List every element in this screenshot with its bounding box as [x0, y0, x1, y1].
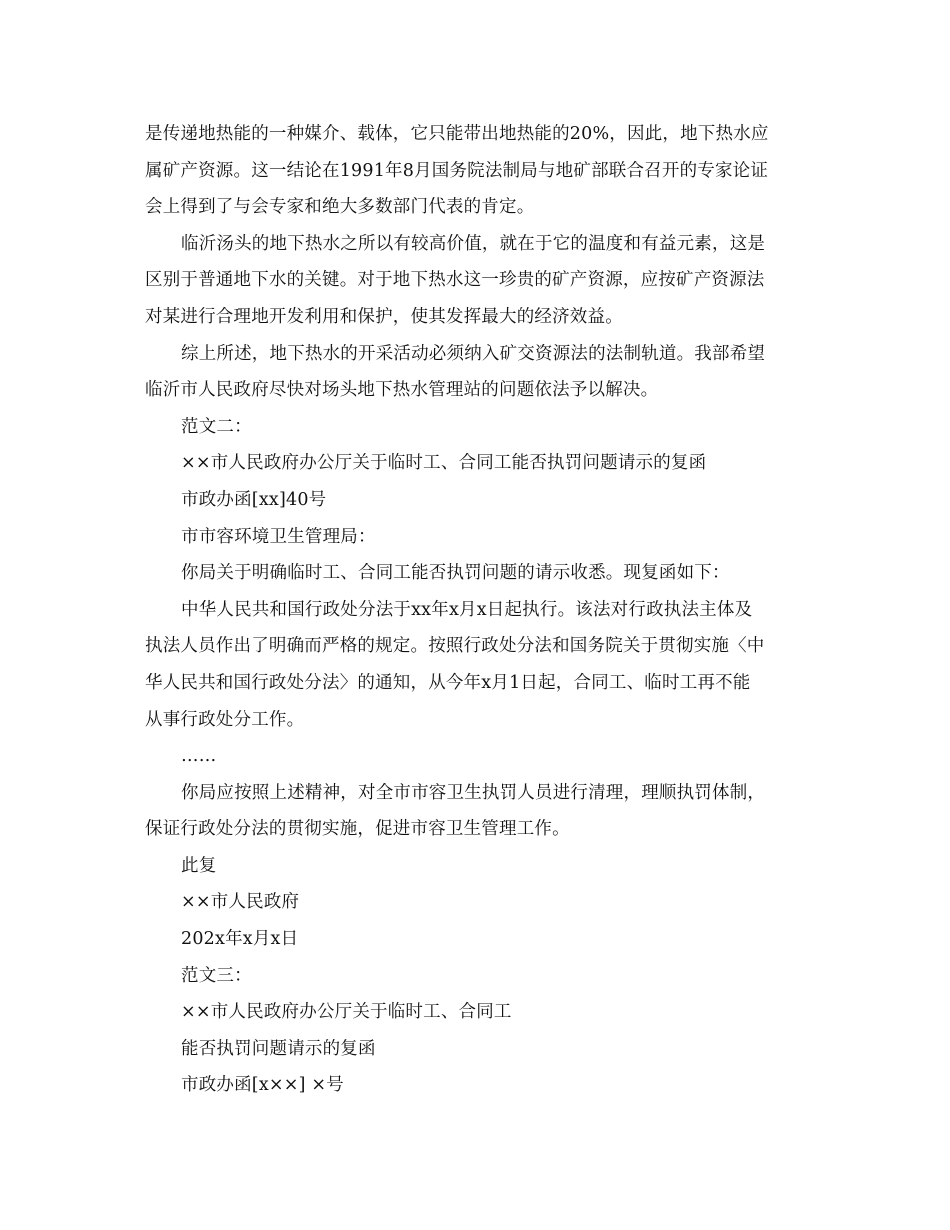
text-line: 综上所述，地下热水的开采活动必须纳入矿交资源法的法制轨道。我部希望 [181, 343, 766, 364]
text-line: 是传递地热能的一种媒介、载体，它只能带出地热能的20%，因此，地下热水应 [145, 124, 769, 144]
document-body [145, 116, 807, 1104]
sample3-title-line1: ××市人民政府办公厅关于临时工、合同工 [181, 1002, 512, 1023]
text-line: 区别于普通地下水的关键。对于地下热水这一珍贵的矿产资源，应按矿产资源法 [145, 270, 765, 291]
text-line: 执法人员作出了明确而严格的规定。按照行政处分法和国务院关于贯彻实施〈中 [145, 636, 765, 657]
signature: ××市人民政府 [181, 892, 300, 913]
text-line: 属矿产资源。这一结论在1991年8月国务院法制局与地矿部联合召开的专家论证 [145, 160, 769, 181]
sample2-opening: 你局关于明确临时工、合同工能否执罚问题的请示收悉。现复函如下： [181, 563, 730, 584]
sample2-heading: 范文二： [181, 416, 252, 437]
sample3-document-number: 市政办函[x××] ×号 [181, 1075, 344, 1096]
ellipsis: …… [181, 746, 217, 767]
text-line: 会上得到了与会专家和绝大多数部门代表的肯定。 [145, 197, 535, 218]
paragraph-geothermal-resource [145, 116, 807, 226]
date: 202x年x月x日 [181, 929, 299, 950]
text-line: 对某进行合理地开发利用和保护，使其发挥最大的经济效益。 [145, 306, 623, 327]
closing: 此复 [181, 855, 217, 876]
sample2-addressee: 市市容环境卫生管理局： [181, 526, 376, 547]
paragraph-administrative-law [145, 592, 807, 738]
text-line: 中华人民共和国行政处分法于xx年x月x日起执行。该法对行政执法主体及 [181, 599, 753, 620]
paragraph-instructions [145, 775, 807, 848]
text-line: 临沂汤头的地下热水之所以有较高价值，就在于它的温度和有益元素，这是 [181, 233, 766, 254]
paragraph-linyi-tangtou [145, 226, 807, 336]
sample2-title: ××市人民政府办公厅关于临时工、合同工能否执罚问题请示的复函 [181, 453, 707, 474]
text-line: 华人民共和国行政处分法〉的通知，从今年x月1日起，合同工、临时工再不能 [145, 672, 751, 693]
text-line: 你局应按照上述精神，对全市市容卫生执罚人员进行清理，理顺执罚体制， [181, 782, 766, 803]
sample3-title-line2: 能否执罚问题请示的复函 [181, 1038, 376, 1059]
text-line: 保证行政处分法的贯彻实施，促进市容卫生管理工作。 [145, 819, 570, 840]
sample3-heading: 范文三： [181, 965, 252, 986]
text-line: 临沂市人民政府尽快对场头地下热水管理站的问题依法予以解决。 [145, 380, 659, 401]
text-line: 从事行政处分工作。 [145, 709, 305, 730]
sample2-document-number: 市政办函[xx]40号 [181, 489, 327, 510]
paragraph-conclusion [145, 336, 807, 409]
